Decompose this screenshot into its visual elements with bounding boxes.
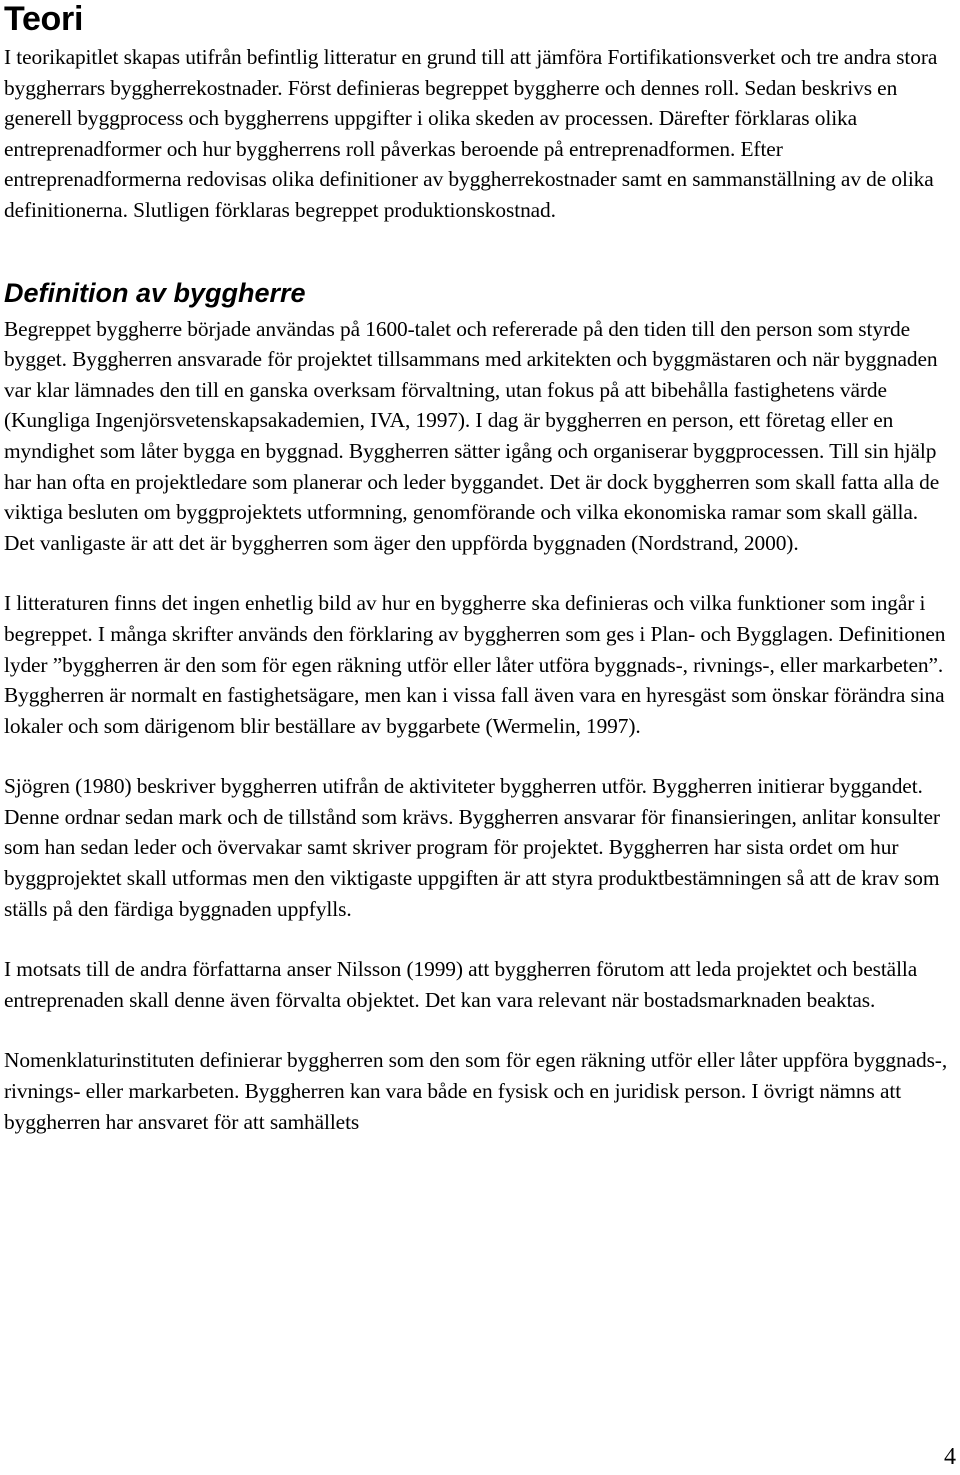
section-heading: Definition av byggherre (4, 277, 306, 308)
intro-paragraph: I teorikapitlet skapas utifrån befintlig litteratur en grund till att jämföra Fortifikationsverket och tre andra stora byggherrars byggherrekostnader. Först definieras begreppet byggherre och dennes roll. Sedan beskrivs en generell byggprocess och byggherrens uppgifter i olika skeden av processen. Därefter förklaras olika entreprenadformer och hur byggherrens roll påverkas beroende på entreprenadformen. Efter entreprenadformerna redovisas olika definitioner av byggherrekostnader samt en sammanställning av de olika definitionerna. Slutligen förklaras begreppet produktionskostnad. (4, 45, 938, 222)
document-page (4, 0, 952, 1137)
body-paragraph: Sjögren (1980) beskriver byggherren utifrån de aktiviteter byggherren utför. Byggherren initierar byggandet. Denne ordnar sedan mark och de tillstånd som krävs. Byggherren ansvarar för finansieringen, anlitar konsulter som han sedan leder och övervakar samt skriver program för projektet. Byggherren har sista ordet om hur byggprojektet skall utformas men den viktigaste uppgiften är att styra produktbestämningen så att de krav som ställs på den färdiga byggnaden uppfylls. (4, 774, 940, 921)
body-paragraph: Begreppet byggherre började användas på 1600-talet och refererade på den tiden till den person som styrde bygget. Byggherren ansvarade för projektet tillsammans med arkitekten och byggmästaren och när byggnaden var klar lämnades den till en ganska overksam förvaltning, utan fokus på att bibehålla fastighetens värde (Kungliga Ingenjörsvetenskapsakademien, IVA, 1997). I dag är byggherren en person, ett företag eller en myndighet som låter bygga en byggnad. Byggherren sätter igång och organiserar byggprocessen. Till sin hjälp har han ofta en projektledare som planerar och leder byggandet. Det är dock byggherren som skall fatta alla de viktiga besluten om byggprojektets utformning, genomförande och vilka ekonomiska ramar som skall gälla. Det vanligaste är att det är byggherren som äger den uppförda byggnaden (Nordstrand, 2000). (4, 316, 940, 555)
body-paragraph: Nomenklaturinstituten definierar byggherren som den som för egen räkning utför eller låter uppföra byggnads-, rivnings- eller markarbeten. Byggherren kan vara både en fysisk och en juridisk person. I övrigt nämns att byggherren har ansvaret för att samhällets (4, 1048, 948, 1134)
body-paragraph: I litteraturen finns det ingen enhetlig bild av hur en byggherre ska definieras och vilka funktioner som ingår i begreppet. I många skrifter används den förklaring av byggherren som ges i Plan- och Bygglagen. Definitionen lyder ”byggherren är den som för egen räkning utför eller låter utföra byggnads-, rivnings-, eller markarbeten”. Byggherren är normalt en fastighetsägare, men kan i vissa fall även vara en hyresgäst som önskar förändra sina lokaler och som därigenom blir beställare av byggarbete (Wermelin, 1997). (4, 591, 946, 738)
page-number: 4 (944, 1444, 956, 1470)
chapter-heading: Teori (4, 0, 84, 38)
body-paragraph: I motsats till de andra författarna anser Nilsson (1999) att byggherren förutom att leda projektet och beställa entreprenaden skall denne även förvalta objektet. Det kan vara relevant när bostadsmarknaden beaktas. (4, 957, 918, 1012)
